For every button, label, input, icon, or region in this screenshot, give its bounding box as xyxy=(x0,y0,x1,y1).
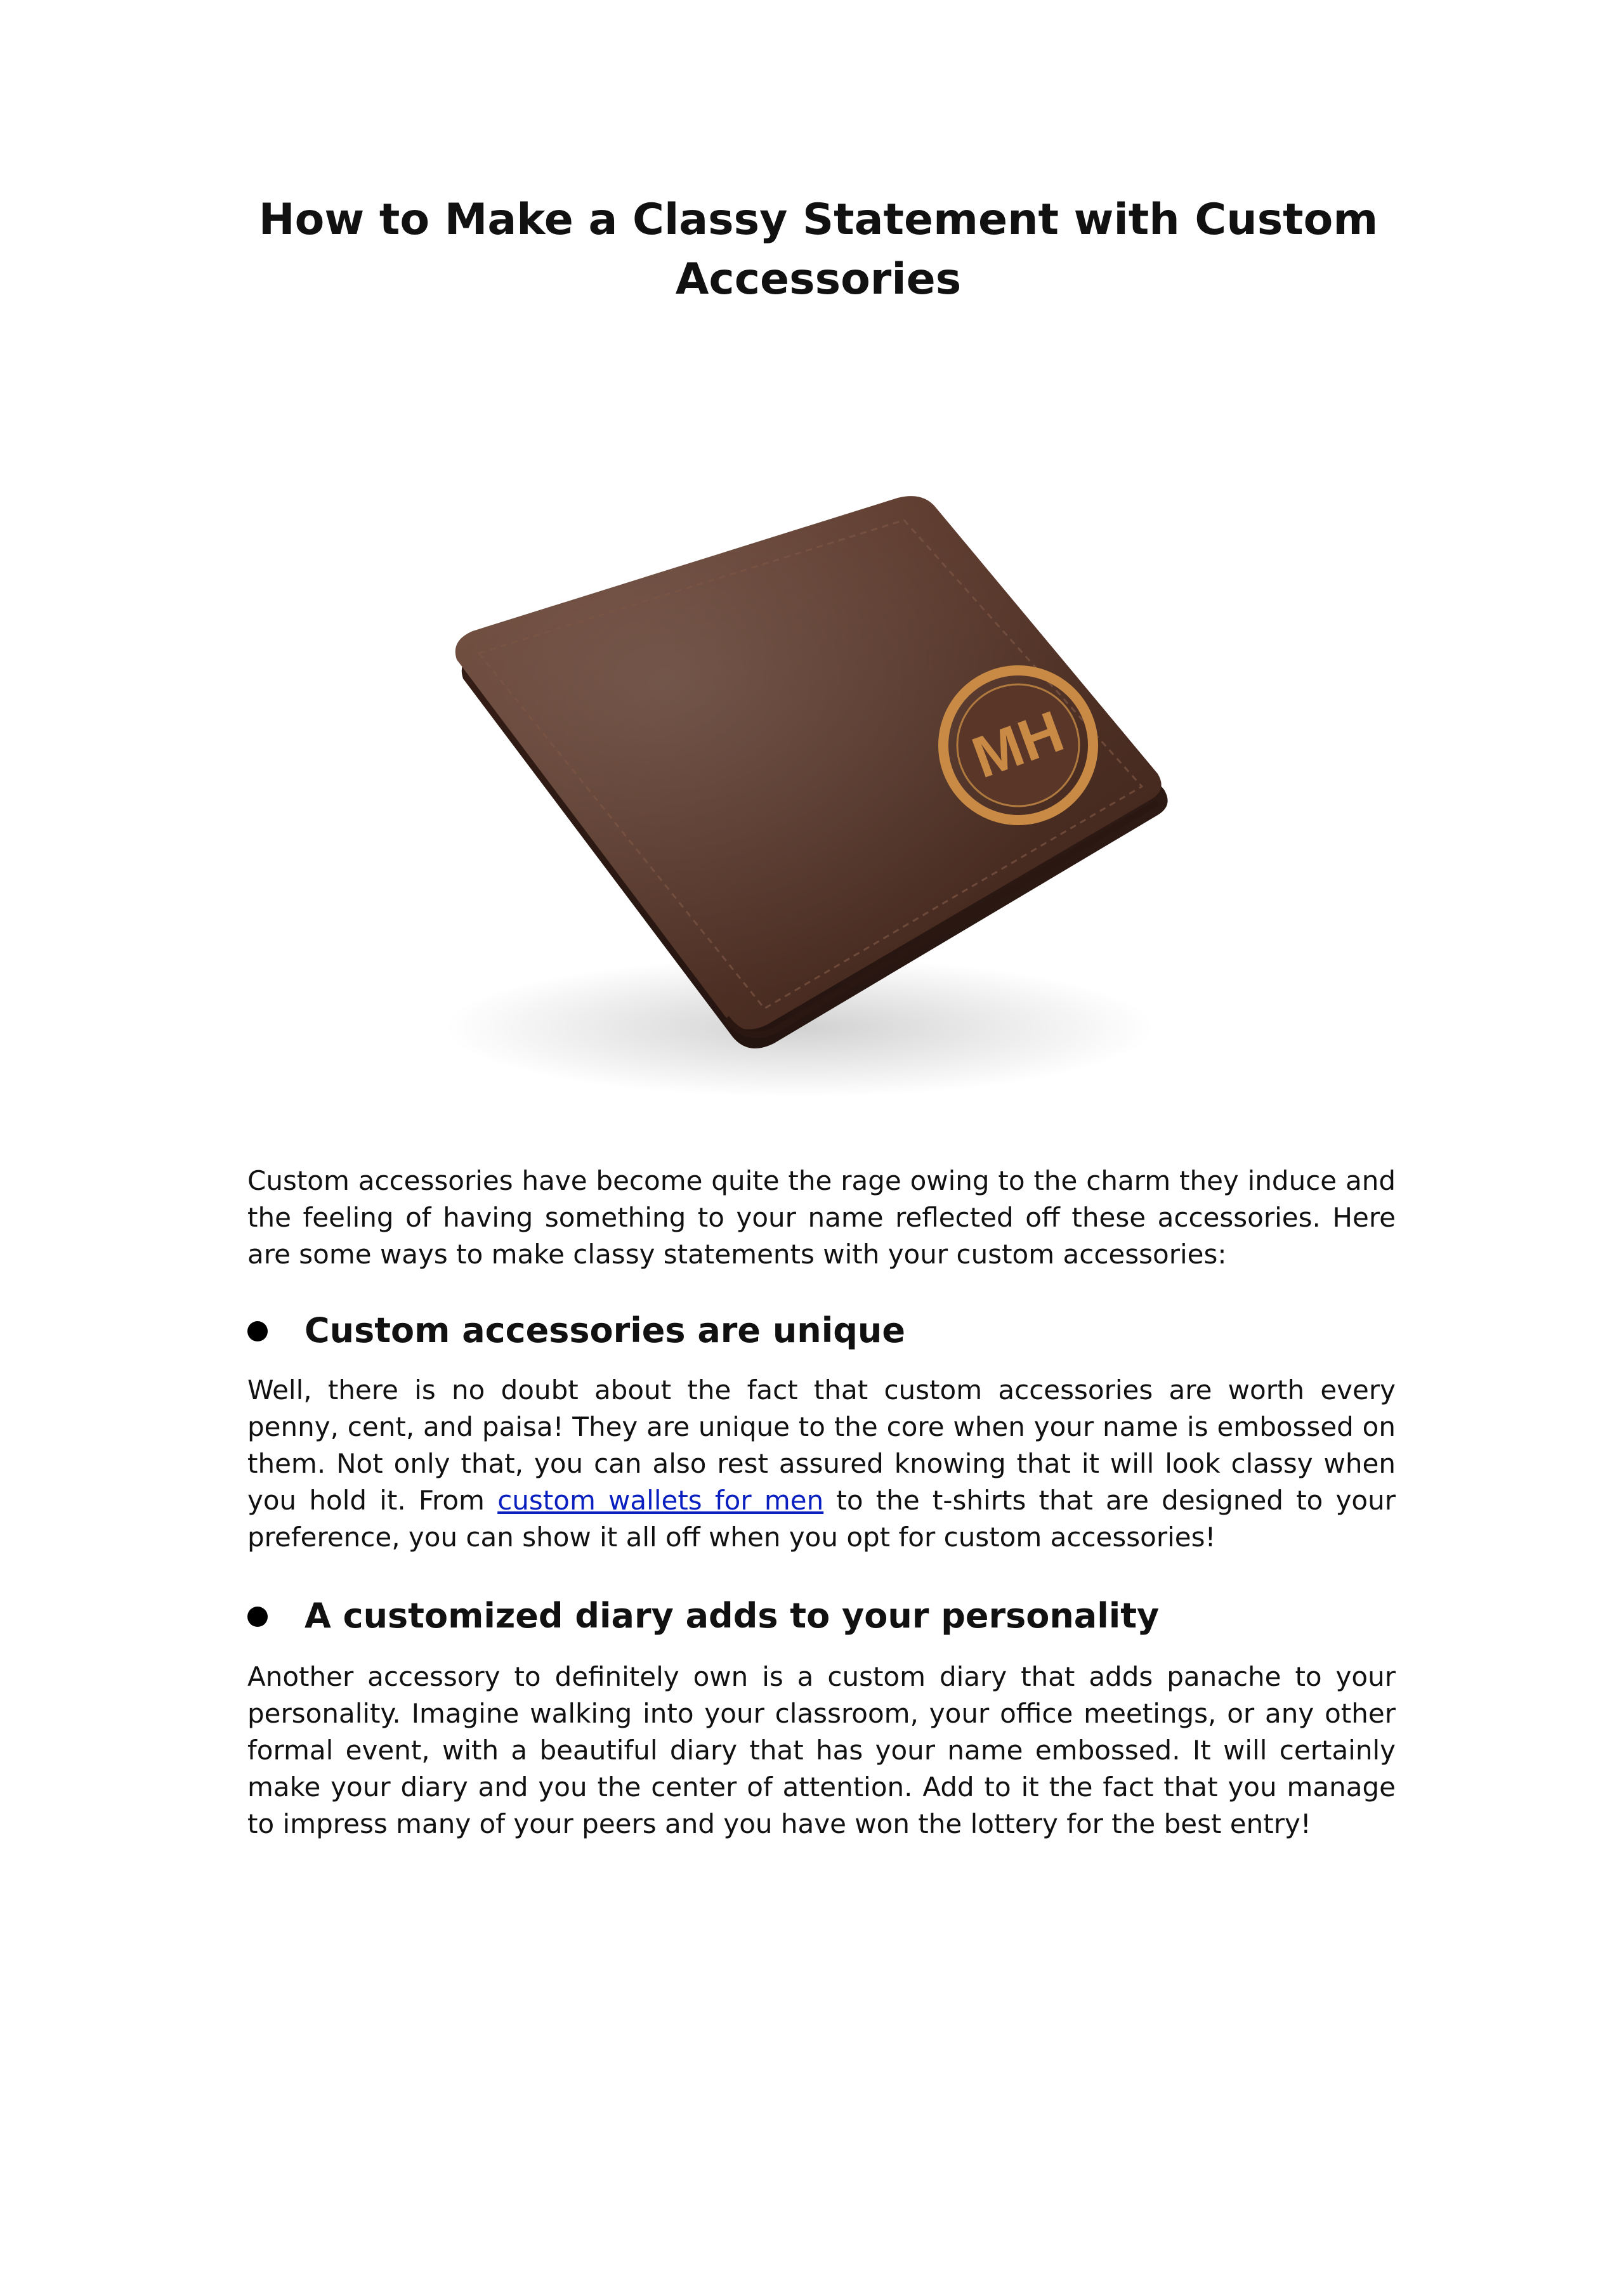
heading-text: Custom accessories are unique xyxy=(304,1310,905,1350)
section-heading-unique xyxy=(247,1308,1396,1353)
section-paragraph-unique xyxy=(247,1372,1396,1556)
section-paragraph-diary: Another accessory to definitely own is a custom diary that adds panache to your personality. Imagine walking into your classroom, your office meetings, or any other formal event, with a beautiful diary that has your name embossed. It will certainly make your diary and you the center of attention. Add to it the fact that you manage to impress many of your peers and you have won the lottery for the best entry! xyxy=(247,1661,1396,1839)
title-line-1: How to Make a Classy Statement with Custom xyxy=(258,195,1378,245)
monogram-text: MH xyxy=(964,698,1072,791)
wallet-image xyxy=(419,469,1205,1142)
monogram-emblem xyxy=(943,670,1093,820)
bullet-icon xyxy=(247,1321,268,1341)
section-heading-diary xyxy=(247,1594,1396,1638)
paragraph-text-before-link: Well, there is no doubt about the fact that custom accessories are worth every penny, cent, and paisa! They are unique to the core when your name is embossed on them. Not only that, you can also rest assured knowing that it will look classy when you hold it. From xyxy=(247,1374,1396,1516)
custom-wallets-link[interactable]: custom wallets for men xyxy=(497,1485,824,1516)
bullet-icon xyxy=(247,1607,268,1627)
paragraph-text-after-link: to the t-shirts that are designed to your preference, you can show it all off when you opt for custom accessories! xyxy=(247,1485,1396,1553)
intro-paragraph: Custom accessories have become quite the rage owing to the charm they induce and the feeling of having something to your name reflected off these accessories. Here are some ways to make classy statements with your custom accessories: xyxy=(247,1165,1396,1270)
title-line-2: Accessories xyxy=(675,254,962,304)
heading-text: A customized diary adds to your personality xyxy=(304,1596,1160,1636)
page-title xyxy=(247,190,1389,310)
product-image-wallet xyxy=(419,469,1205,1142)
